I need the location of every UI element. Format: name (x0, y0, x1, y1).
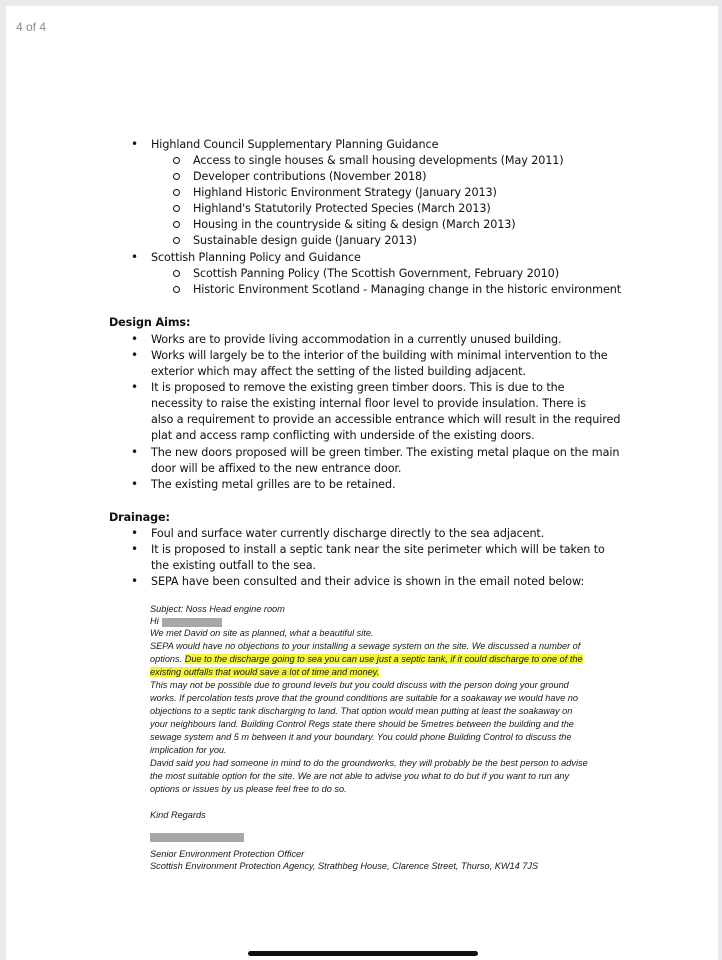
redacted-name (162, 618, 222, 627)
redacted-signature (150, 833, 244, 842)
email-text: options. (150, 654, 185, 664)
page-counter: 4 of 4 (16, 20, 47, 34)
section-heading-drainage: Drainage: (109, 511, 170, 524)
list-item-continued: exterior which may affect the setting of the listed building adjacent. (151, 365, 526, 378)
sub-bullet (173, 237, 180, 244)
list-item: Highland's Statutorily Protected Species (March 2013) (193, 202, 491, 215)
home-indicator[interactable] (248, 951, 478, 956)
email-line: implication for you. (150, 745, 227, 755)
sub-bullet (173, 286, 180, 293)
email-sender-org: Scottish Environment Protection Agency, Strathbeg House, Clarence Street, Thurso, KW14 7JS (150, 861, 539, 871)
bullet: • (131, 137, 139, 151)
email-line: your neighbours land. Building Control Regs state there should be 5metres between the building and the (150, 719, 574, 729)
email-line (150, 654, 583, 664)
list-item: Foul and surface water currently discharge directly to the sea adjacent. (151, 527, 545, 540)
email-line: David said you had someone in mind to do the groundworks, they will probably be the best person to advise (150, 758, 588, 768)
list-item: Historic Environment Scotland - Managing change in the historic environment (193, 283, 622, 296)
list-item: It is proposed to remove the existing green timber doors. This is due to the (151, 381, 565, 394)
list-item: It is proposed to install a septic tank near the site perimeter which will be taken to (151, 543, 605, 556)
email-line: the most suitable option for the site. We are not able to advise you what to do but if you want to run any (150, 771, 570, 781)
list-item: Works are to provide living accommodation in a currently unused building. (151, 333, 562, 346)
bullet: • (131, 445, 139, 459)
email-line: We met David on site as planned, what a beautiful site. (150, 628, 374, 638)
list-item: Access to single houses & small housing developments (May 2011) (193, 154, 564, 167)
bullet: • (131, 542, 139, 556)
bullet: • (131, 526, 139, 540)
list-item: Highland Council Supplementary Planning Guidance (151, 138, 439, 151)
section-heading-design-aims: Design Aims: (109, 316, 191, 329)
bullet: • (131, 332, 139, 346)
email-line: This may not be possible due to ground levels but you could discuss with the person doing your ground (150, 680, 569, 690)
email-greeting: Hi (150, 616, 159, 626)
sub-bullet (173, 173, 180, 180)
bullet: • (131, 380, 139, 394)
email-signoff: Kind Regards (150, 810, 206, 820)
list-item: Housing in the countryside & siting & design (March 2013) (193, 218, 516, 231)
sub-bullet (173, 221, 180, 228)
email-line: sewage system and 5 m between it and your boundary. You could phone Building Control to discuss the (150, 732, 572, 742)
email-line: works. If percolation tests prove that the ground conditions are suitable for a soakaway we would have no (150, 693, 578, 703)
bullet: • (131, 348, 139, 362)
list-item-continued: the existing outfall to the sea. (151, 559, 316, 572)
list-item-continued: plat and access ramp conflicting with underside of the existing doors. (151, 429, 535, 442)
list-item: Sustainable design guide (January 2013) (193, 234, 417, 247)
list-item: Works will largely be to the interior of the building with minimal intervention to the (151, 349, 608, 362)
document-page (6, 6, 718, 960)
sub-bullet (173, 157, 180, 164)
list-item-continued: necessity to raise the existing internal floor level to provide insulation. There is (151, 397, 587, 410)
email-line: SEPA would have no objections to your installing a sewage system on the site. We discussed a number of (150, 641, 581, 651)
sub-bullet (173, 189, 180, 196)
list-item-continued: also a requirement to provide an accessible entrance which will result in the required (151, 413, 621, 426)
sub-bullet (173, 270, 180, 277)
list-item-continued: door will be affixed to the new entrance door. (151, 462, 402, 475)
email-sender-title: Senior Environment Protection Officer (150, 849, 305, 859)
bullet: • (131, 477, 139, 491)
list-item: Developer contributions (November 2018) (193, 170, 427, 183)
highlighted-text: Due to the discharge going to sea you can use just a septic tank, if it could discharge to one of the (184, 654, 583, 664)
list-item: Scottish Panning Policy (The Scottish Government, February 2010) (193, 267, 559, 280)
sub-bullet (173, 205, 180, 212)
list-item: The new doors proposed will be green timber. The existing metal plaque on the main (151, 446, 620, 459)
list-item: Scottish Planning Policy and Guidance (151, 251, 361, 264)
list-item: The existing metal grilles are to be retained. (151, 478, 396, 491)
email-line: objections to a septic tank discharging to land. That option would mean putting at least the soakaway on (150, 706, 573, 716)
email-subject: Subject: Noss Head engine room (150, 604, 285, 614)
bullet: • (131, 250, 139, 264)
highlighted-text: existing outfalls that would save a lot of time and money. (150, 667, 380, 677)
list-item: Highland Historic Environment Strategy (January 2013) (193, 186, 497, 199)
list-item: SEPA have been consulted and their advice is shown in the email noted below: (151, 575, 585, 588)
bullet: • (131, 574, 139, 588)
email-line (150, 667, 379, 677)
email-line: options or issues by us please feel free to do so. (150, 784, 347, 794)
